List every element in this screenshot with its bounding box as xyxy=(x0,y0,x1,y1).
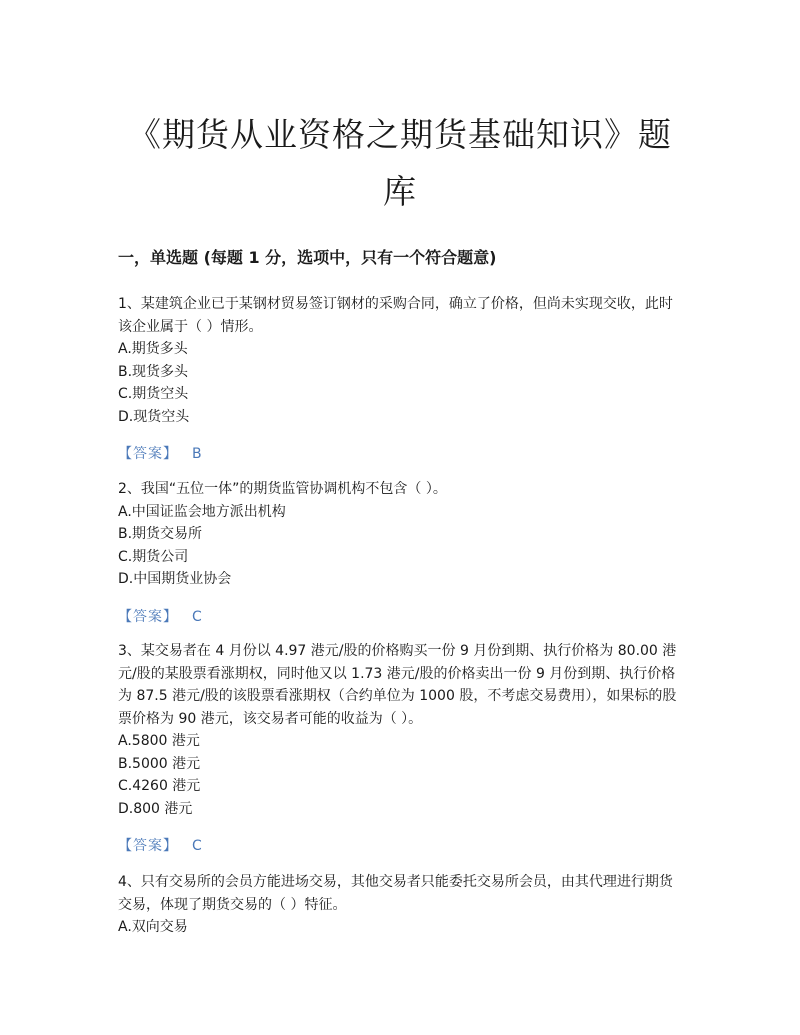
option-list xyxy=(118,501,682,591)
answer-label: 【答案】 xyxy=(118,838,178,854)
option-d: D.中国期货业协会 xyxy=(118,571,232,587)
option-a: A.期货多头 xyxy=(118,341,188,357)
option-c: C.4260 港元 xyxy=(118,778,201,794)
question-stem: 4、只有交易所的会员方能进场交易，其他交易者只能委托交易所会员，由其代理进行期货交易，体现了期货交易的（ ）特征。 xyxy=(118,874,673,913)
option-b: B.5000 港元 xyxy=(118,755,201,772)
question-3 xyxy=(118,640,682,857)
option-b: B.现货多头 xyxy=(118,363,189,380)
section-heading: 一，单选题 (每题 1 分，选项中，只有一个符合题意) xyxy=(118,248,497,267)
question-4 xyxy=(118,871,682,939)
question-stem: 1、某建筑企业已于某钢材贸易签订钢材的采购合同，确立了价格，但尚未实现交收，此时该企业属于（ ）情形。 xyxy=(118,296,673,335)
question-stem: 3、某交易者在 4 月份以 4.97 港元/股的价格购买一份 9 月份到期、执行价格为 80.00 港元/股的某股票看涨期权，同时他又以 1.73 港元/股的价格卖出一份 9 月份到期、执行价格为 87.5 港元/股的该股票看涨期权（合约单位为 1000 股，不考虑交易费用），如果标的股票价格为 90 港元，该交易者可能的收益为（ ）。 xyxy=(118,643,677,727)
option-list xyxy=(118,730,682,820)
option-b: B.期货交易所 xyxy=(118,526,203,542)
option-a: A.双向交易 xyxy=(118,919,188,935)
answer-line xyxy=(118,835,682,857)
option-d: D.800 港元 xyxy=(118,800,193,817)
answer-line xyxy=(118,443,682,465)
option-a: A.中国证监会地方派出机构 xyxy=(118,503,286,520)
option-list xyxy=(118,338,682,428)
document-title xyxy=(118,106,682,220)
answer-label: 【答案】 xyxy=(118,446,178,462)
answer-label: 【答案】 xyxy=(118,608,178,625)
question-1 xyxy=(118,293,682,465)
option-c: C.期货空头 xyxy=(118,386,189,402)
answer-value: C xyxy=(192,838,202,854)
answer-line xyxy=(118,606,682,628)
option-c: C.期货公司 xyxy=(118,548,189,565)
option-d: D.现货空头 xyxy=(118,408,190,425)
answer-value: B xyxy=(192,446,202,462)
document-title-line-2: 库 xyxy=(383,172,417,211)
option-list xyxy=(118,916,682,939)
answer-value: C xyxy=(192,608,202,625)
question-stem: 2、我国“五位一体”的期货监管协调机构不包含（ ）。 xyxy=(118,481,447,497)
option-a: A.5800 港元 xyxy=(118,733,200,749)
document-title-line-1: 《期货从业资格之期货基础知识》题 xyxy=(128,115,672,154)
question-2 xyxy=(118,478,682,628)
